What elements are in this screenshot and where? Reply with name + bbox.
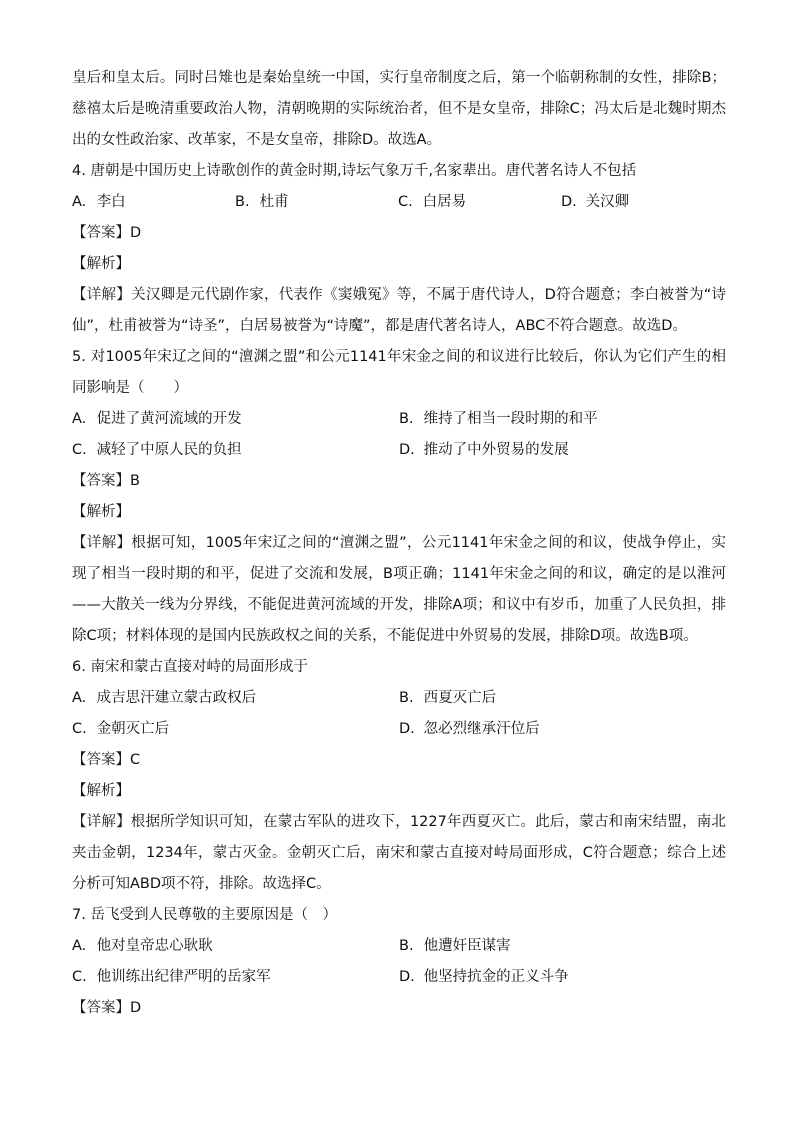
- answer-value: B: [130, 473, 140, 489]
- question-6-detail: 【详解】根据所学知识可知，在蒙古军队的进攻下，1227年西夏灭亡。此后，蒙古和南宋结盟，南北夹击金朝，1234年，蒙古灭金。金朝灭亡后，南宋和蒙古直接对峙局面形成，C符合题意；综合上述分析可知ABD项不符，排除。故选择C。: [72, 814, 727, 892]
- option-d: D. 他坚持抗金的正义斗争: [399, 969, 569, 985]
- answer-label: 【答案】: [72, 473, 130, 489]
- question-6-options-row-2: [72, 714, 726, 745]
- intro-paragraph: 皇后和皇太后。同时吕雉也是秦始皇统一中国，实行皇帝制度之后，第一个临朝称制的女性，排除B；慈禧太后是晚清重要政治人物，清朝晚期的实际统治者，但不是女皇帝，排除C；冯太后是北魏时期杰出的女性政治家、改革家，不是女皇帝，排除D。故选A。: [72, 70, 726, 148]
- question-5-options-row-2: [72, 435, 726, 466]
- question-6-options-row-1: [72, 683, 726, 714]
- question-5-answer: [72, 466, 726, 497]
- question-6-stem: 6. 南宋和蒙古直接对峙的局面形成于: [72, 659, 308, 675]
- question-4-options: [72, 187, 726, 218]
- question-4-detail: 【详解】关汉卿是元代剧作家，代表作《窦娥冤》等，不属于唐代诗人，D符合题意；李白被誉为“诗仙”，杜甫被誉为“诗圣”，白居易被誉为“诗魔”，都是唐代著名诗人，ABC不符合题意。故选D。: [72, 287, 726, 334]
- detail-label: 【详解】: [72, 814, 131, 830]
- answer-label: 【答案】: [72, 752, 130, 768]
- page-content: [72, 63, 726, 1024]
- answer-value: D: [130, 225, 142, 241]
- answer-label: 【答案】: [72, 1000, 130, 1016]
- question-6-answer: [72, 745, 726, 776]
- question-5-analysis-label: 【解析】: [72, 504, 130, 520]
- option-b: B. 杜甫: [235, 194, 289, 210]
- detail-label: 【详解】: [72, 535, 132, 551]
- option-a: A. 李白: [72, 194, 126, 210]
- option-c: C. 金朝灭亡后: [72, 721, 170, 737]
- option-b: B. 西夏灭亡后: [399, 690, 497, 706]
- question-4-stem: 4. 唐朝是中国历史上诗歌创作的黄金时期,诗坛气象万千,名家辈出。唐代著名诗人不包括: [72, 163, 637, 179]
- question-4-analysis-label: 【解析】: [72, 256, 130, 272]
- question-5-options-row-1: [72, 404, 726, 435]
- option-b: B. 维持了相当一段时期的和平: [399, 411, 598, 427]
- question-7-options-row-2: [72, 962, 726, 993]
- option-a: A. 成吉思汗建立蒙古政权后: [72, 690, 257, 706]
- question-7-stem: 7. 岳飞受到人民尊敬的主要原因是（ ）: [72, 907, 337, 923]
- option-b: B. 他遭奸臣谋害: [399, 938, 511, 954]
- question-6-analysis-label: 【解析】: [72, 783, 130, 799]
- answer-label: 【答案】: [72, 225, 130, 241]
- option-c: C. 白居易: [398, 194, 467, 210]
- question-4-answer: [72, 218, 726, 249]
- question-7-options-row-1: [72, 931, 726, 962]
- option-a: A. 他对皇帝忠心耿耿: [72, 938, 213, 954]
- answer-value: D: [130, 1000, 142, 1016]
- option-c: C. 他训练出纪律严明的岳家军: [72, 969, 271, 985]
- question-5-detail: 【详解】根据可知，1005年宋辽之间的“澶渊之盟”，公元1141年宋金之间的和议，使战争停止，实现了相当一段时期的和平，促进了交流和发展，B项正确；1141年宋金之间的和议，确定的是以淮河——大散关一线为分界线，不能促进黄河流域的开发，排除A项；和议中有岁币，加重了人民负担，排除C项；材料体现的是国内民族政权之间的关系，不能促进中外贸易的发展，排除D项。故选B项。: [72, 535, 727, 644]
- option-a: A. 促进了黄河流域的开发: [72, 411, 242, 427]
- option-d: D. 关汉卿: [561, 194, 630, 210]
- detail-label: 【详解】: [72, 287, 132, 303]
- option-d: D. 忽必烈继承汗位后: [399, 721, 540, 737]
- option-d: D. 推动了中外贸易的发展: [399, 442, 569, 458]
- answer-value: C: [130, 752, 141, 768]
- option-c: C. 减轻了中原人民的负担: [72, 442, 242, 458]
- question-5-stem: 5. 对1005年宋辽之间的“澶渊之盟”和公元1141年宋金之间的和议进行比较后，你认为它们产生的相同影响是（ ）: [72, 349, 726, 396]
- question-7-answer: [72, 993, 726, 1024]
